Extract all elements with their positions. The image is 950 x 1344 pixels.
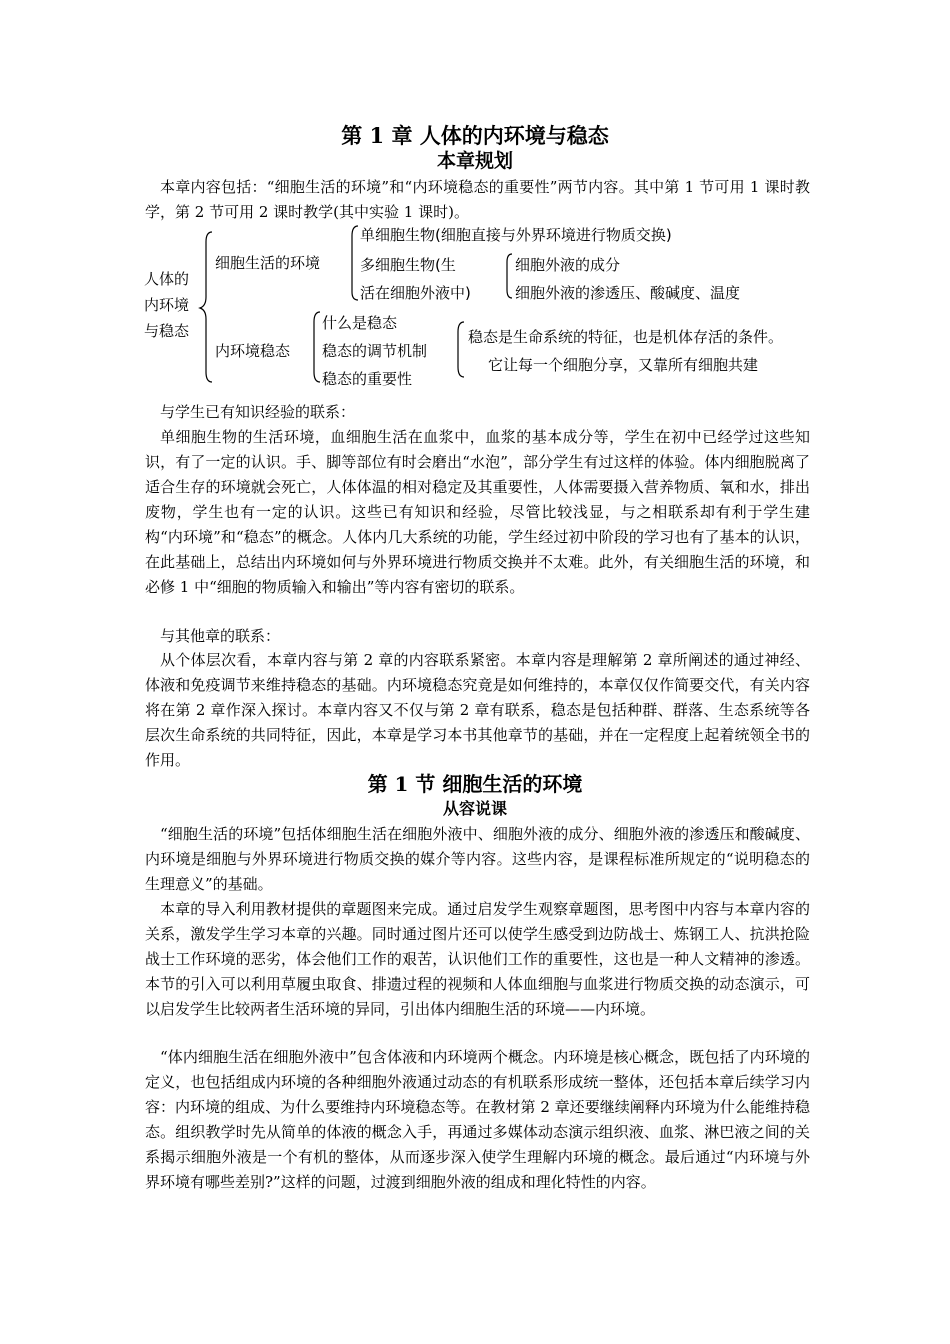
branch2-item-what: 什么是稳态 [322, 314, 398, 332]
branch1-item-multicellular-line1: 多细胞生物(生 [360, 256, 456, 274]
concept-diagram [140, 222, 880, 394]
branch2-item-importance: 稳态的重要性 [322, 370, 413, 388]
branch1-sub-properties: 细胞外液的渗透压、酸碱度、温度 [515, 284, 741, 302]
link-other-paragraph: 从个体层次看，本章内容与第 2 章的内容联系紧密。本章内容是理解第 2 章所阐述的通过神经、体液和免疫调节来维持稳态的基础。内环境稳态究竟是如何维持的，本章仅仅作简要交代，有关内容将在第 2 章作深入探讨。本章内容又不仅与第 2 章有联系，稳态是包括种群、群落、生态系统等各层次生命系统的共同特征，因此，本章是学习本书其他章节的基础，并在一定程度上起着统领全书的作用。 [145, 651, 810, 769]
branch2-label: 内环境稳态 [215, 342, 291, 360]
link-prior-paragraph: 单细胞生物的生活环境，血细胞生活在血浆中，血浆的基本成分等，学生在初中已经学过这些知识，有了一定的认识。手、脚等部位有时会磨出“水泡”，部分学生有过这样的体验。体内细胞脱离了适合生存的环境就会死亡，人体体温的相对稳定及其重要性，人体需要摄入营养物质、氧和水，排出废物，学生也有一定的认识。这些已有知识和经验，尽管比较浅显，与之相联系却有利于学生建构“内环境”和“稳态”的概念。人体内几大系统的功能，学生经过初中阶段的学习也有了基本的认识，在此基础上，总结出内环境如何与外界环境进行物质交换并不太难。此外，有关细胞生活的环境，和必修 1 中“细胞的物质输入和输出”等内容有密切的联系。 [145, 428, 810, 596]
chapter-plan-title: 本章规划 [436, 150, 513, 172]
root-brace [200, 232, 212, 382]
root-label-line3: 与稳态 [144, 322, 190, 340]
section-paragraph-3: “体内细胞生活在细胞外液中”包含体液和内环境两个概念。内环境是核心概念，既包括了内环境的定义，也包括组成内环境的各种细胞外液通过动态的有机联系形成统一整体，还包括本章后续学习内容：内环境的组成、为什么要维持内环境稳态等。在教材第 2 章还要继续阐释内环境为什么能维持稳态。组织教学时先从简单的体液的概念入手，再通过多媒体动态演示组织液、血浆、淋巴液之间的关系揭示细胞外液是一个有机的整体，从而逐步深入使学生理解内环境的概念。最后通过“内环境与外界环境有哪些差别?”这样的问题，过渡到细胞外液的组成和理化特性的内容。 [145, 1048, 810, 1191]
section-paragraph-2: 本章的导入利用教材提供的章题图来完成。通过启发学生观察章题图，思考图中内容与本章内容的关系，激发学生学习本章的兴趣。同时通过图片还可以使学生感受到边防战士、炼钢工人、抗洪抢险战士工作环境的恶劣，体会他们工作的艰苦，认识他们工作的重要性，这也是一种人文精神的渗透。本节的引入可以利用草履虫取食、排遗过程的视频和人体血细胞与血浆进行物质交换的动态演示，可以启发学生比较两者生活环境的异同，引出体内细胞生活的环境——内环境。 [145, 900, 810, 1018]
intro-paragraph: 本章内容包括：“细胞生活的环境”和“内环境稳态的重要性”两节内容。其中第 1 节可用 1 课时教学，第 2 节可用 2 课时教学(其中实验 1 课时)。 [145, 178, 810, 221]
branch1-sub-bracket [507, 254, 512, 298]
branch1-item-unicellular: 单细胞生物(细胞直接与外界环境进行物质交换) [360, 226, 672, 244]
section-title: 第 1 节 细胞生活的环境 [367, 772, 583, 796]
section-paragraph-1: “细胞生活的环境”包括体细胞生活在细胞外液中、细胞外液的成分、细胞外液的渗透压和酸碱度、内环境是细胞与外界环境进行物质交换的媒介等内容。这些内容，是课程标准所规定的“说明稳态的生理意义”的基础。 [145, 825, 810, 893]
branch2-bracket [314, 312, 320, 382]
link-prior-heading: 与学生已有知识经验的联系： [160, 403, 356, 421]
branch2-note-line2: 它让每一个细胞分享，又靠所有细胞共建 [488, 356, 759, 374]
branch1-sub-composition: 细胞外液的成分 [515, 256, 621, 274]
branch1-item-multicellular-line2: 活在细胞外液中) [360, 284, 471, 302]
branch2-item-mechanism: 稳态的调节机制 [322, 342, 428, 360]
branch2-note-bracket [458, 322, 464, 377]
root-label-line1: 人体的 [144, 270, 190, 288]
section-subtitle: 从容说课 [442, 799, 507, 818]
branch1-label: 细胞生活的环境 [215, 254, 321, 272]
branch2-note-line1: 稳态是生命系统的特征，也是机体存活的条件。 [468, 328, 784, 346]
branch1-bracket [352, 226, 358, 300]
link-other-heading: 与其他章的联系： [160, 627, 281, 645]
root-label-line2: 内环境 [144, 296, 190, 314]
chapter-title: 第 1 章 人体的内环境与稳态 [341, 123, 609, 148]
